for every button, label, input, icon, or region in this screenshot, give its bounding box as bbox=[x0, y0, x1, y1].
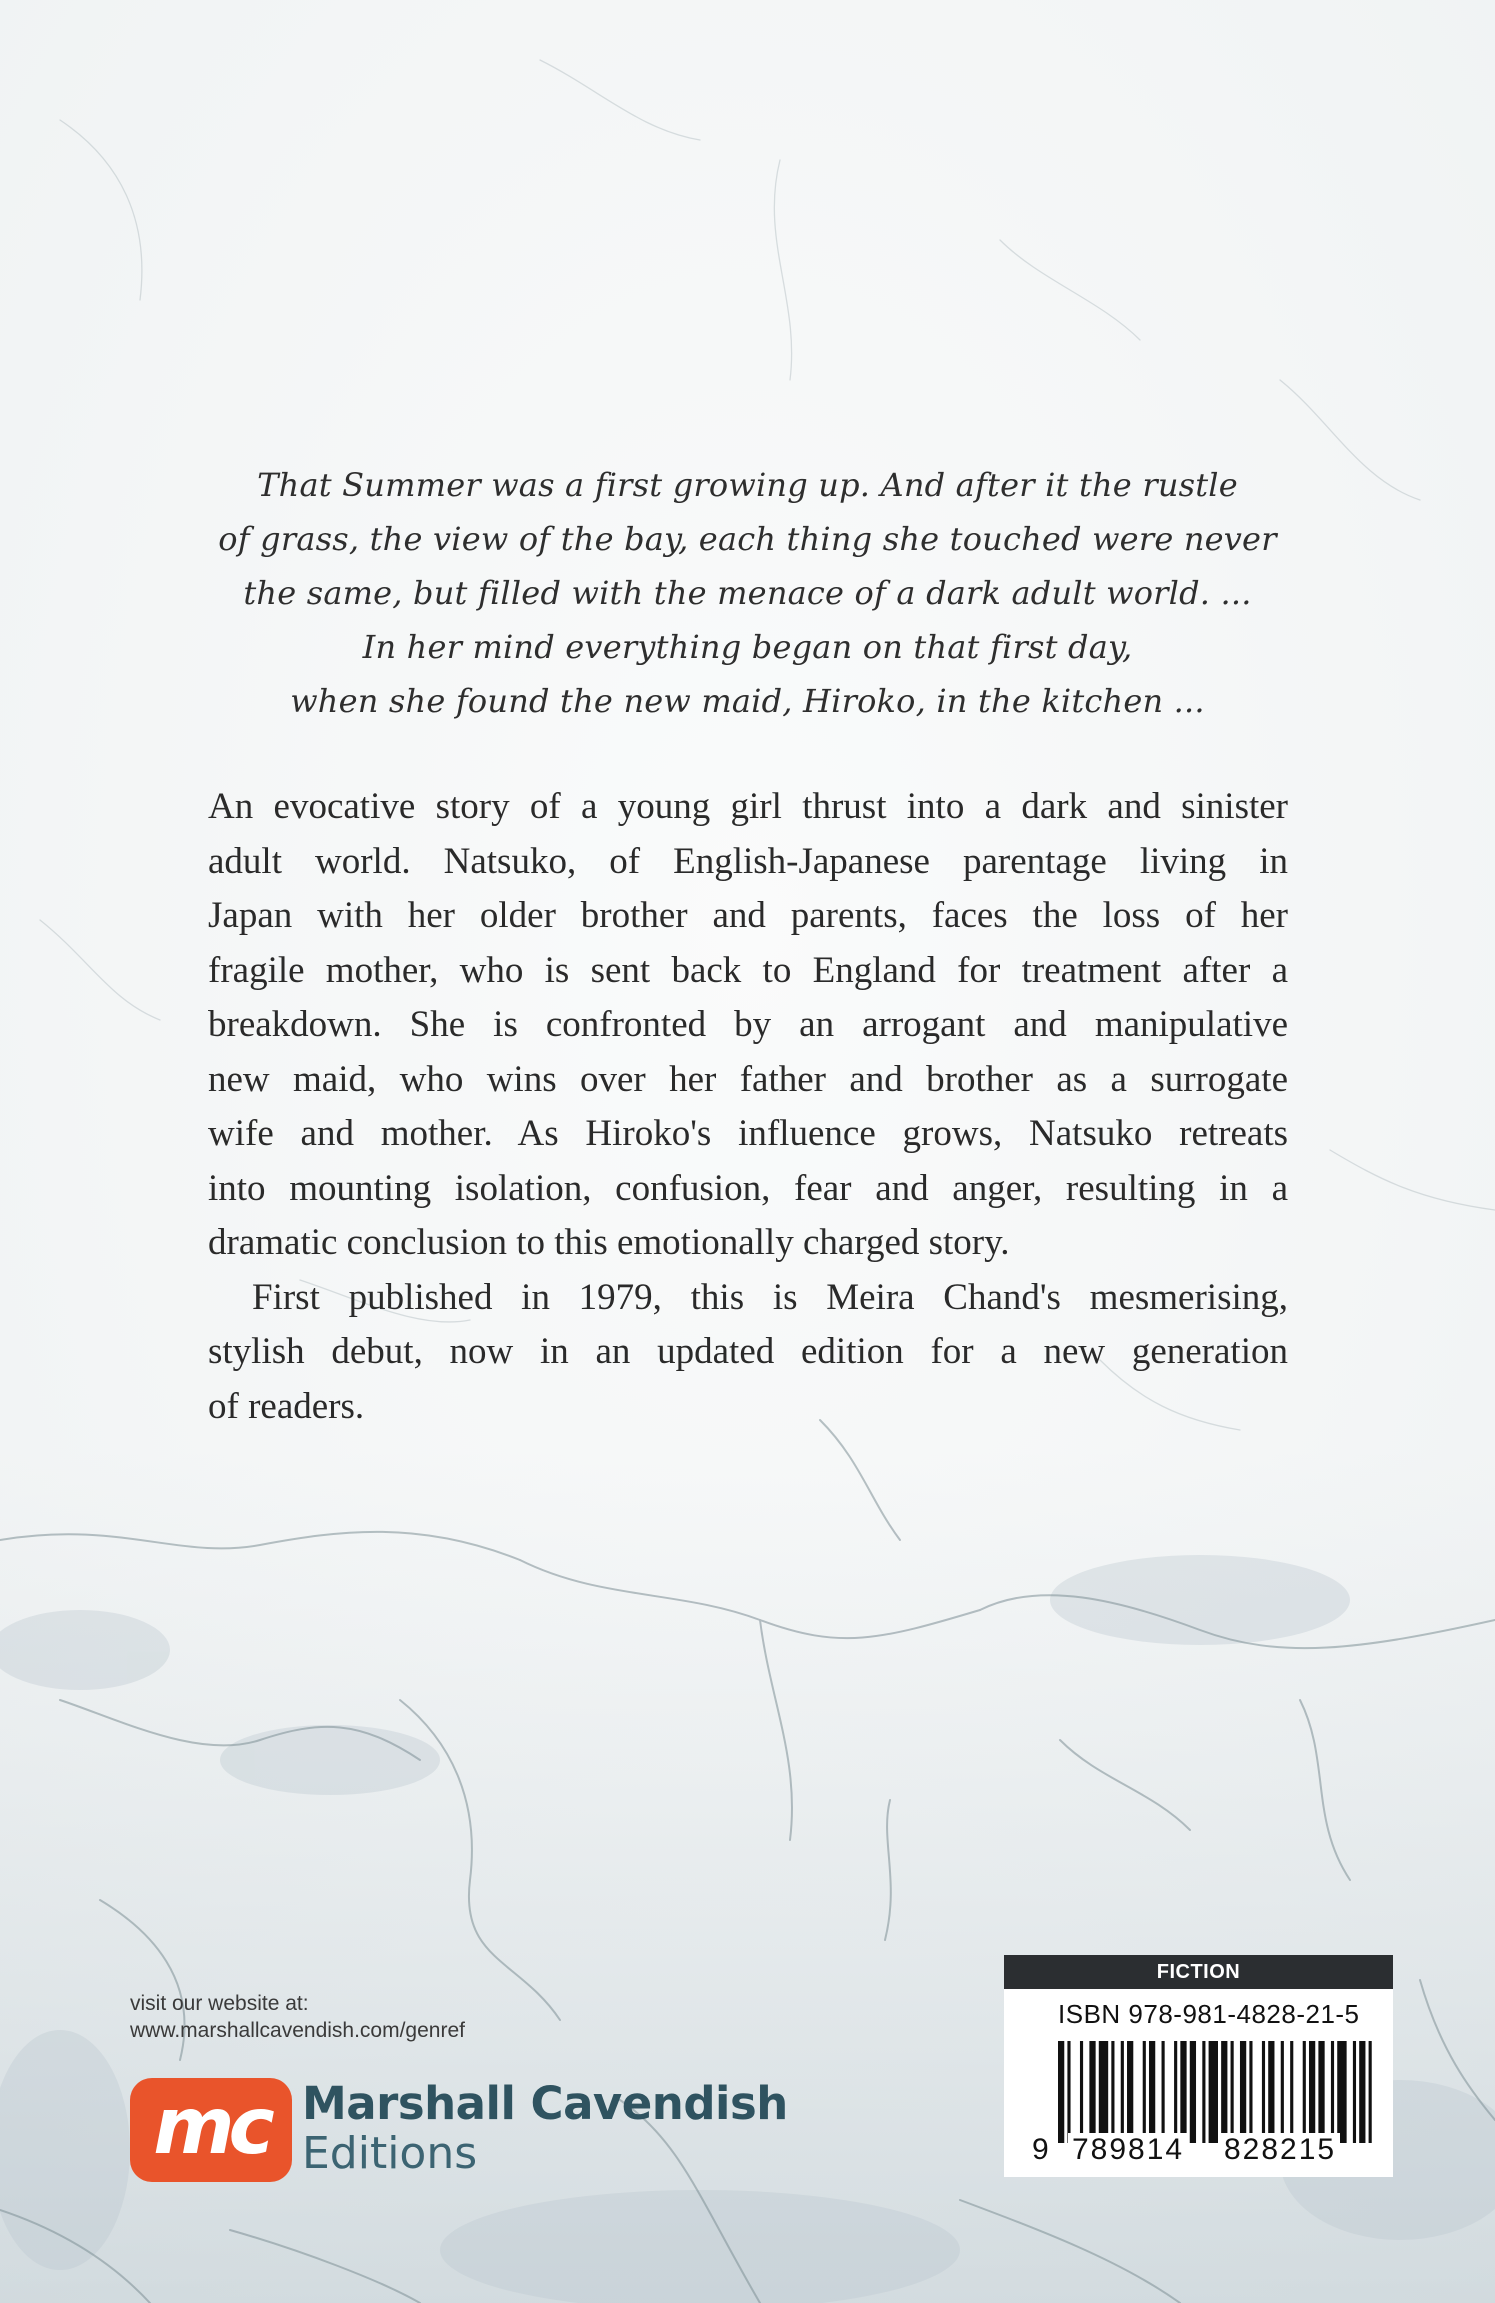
quote-line: the same, but filled with the menace of a dark adult world. ... bbox=[243, 574, 1252, 612]
blurb-line: stylish debut, now in an updated edition for a new generation bbox=[208, 1331, 1288, 1372]
barcode-digits-right: 828215 bbox=[1220, 2133, 1340, 2167]
barcode-bar bbox=[1149, 2041, 1155, 2143]
quote-line: when she found the new maid, Hiroko, in the kitchen ... bbox=[290, 682, 1205, 720]
barcode-bar bbox=[1331, 2041, 1334, 2143]
quote-line: of grass, the view of the bay, each thing she touched were never bbox=[218, 520, 1277, 558]
publisher-imprint: Editions bbox=[302, 2128, 478, 2179]
genre-label: FICTION bbox=[1004, 1955, 1393, 1989]
barcode-bar bbox=[1089, 2041, 1095, 2143]
blurb-line: new maid, who wins over her father and brother as a surrogate bbox=[208, 1058, 1288, 1100]
barcode-bar bbox=[1121, 2041, 1124, 2143]
barcode-bar bbox=[1180, 2041, 1186, 2143]
barcode-digits-left: 789814 bbox=[1068, 2133, 1188, 2167]
barcode-bar bbox=[1174, 2041, 1177, 2143]
blurb-line: breakdown. She is confronted by an arrogant and manipulative bbox=[208, 1004, 1288, 1045]
publisher-name: Marshall Cavendish bbox=[302, 2077, 788, 2130]
barcode-bar bbox=[1353, 2041, 1356, 2143]
barcode-bar bbox=[1143, 2041, 1146, 2143]
blurb-line: fragile mother, who is sent back to England for treatment after a bbox=[208, 949, 1288, 991]
barcode-bar bbox=[1067, 2041, 1070, 2143]
barcode-bar bbox=[1099, 2041, 1108, 2143]
barcode-bar bbox=[1127, 2041, 1133, 2143]
barcode-bar bbox=[1290, 2041, 1293, 2143]
blurb-line: Japan with her older brother and parents, faces the loss of her bbox=[208, 895, 1288, 936]
website-info bbox=[130, 1990, 465, 2044]
blurb-line: First published in 1979, this is Meira Chand's mesmerising, bbox=[252, 1276, 1288, 1318]
website-label: visit our website at: bbox=[130, 1992, 309, 2015]
isbn-text: ISBN 978-981-4828-21-5 bbox=[1058, 1999, 1360, 2029]
barcode-bar bbox=[1240, 2041, 1246, 2143]
barcode-bar bbox=[1249, 2041, 1252, 2143]
barcode-bar bbox=[1209, 2041, 1218, 2143]
barcode-bar bbox=[1369, 2041, 1372, 2143]
barcode-bar bbox=[1080, 2041, 1083, 2143]
quote-line: That Summer was a first growing up. And after it the rustle bbox=[257, 466, 1238, 504]
website-url[interactable]: www.marshallcavendish.com/genref bbox=[130, 2019, 465, 2042]
barcode-bar bbox=[1309, 2041, 1315, 2143]
barcode-digit-first: 9 bbox=[1032, 2133, 1049, 2166]
barcode-bar bbox=[1262, 2041, 1265, 2143]
barcode-bar bbox=[1303, 2041, 1306, 2143]
barcode-bar bbox=[1359, 2041, 1365, 2143]
barcode-bar bbox=[1268, 2041, 1274, 2143]
blurb-line: wife and mother. As Hiroko's influence grows, Natsuko retreats bbox=[208, 1113, 1288, 1154]
barcode-bar bbox=[1202, 2041, 1205, 2143]
epigraph-quote bbox=[0, 458, 1495, 728]
publisher-logo bbox=[130, 2078, 292, 2182]
barcode-bar bbox=[1190, 2041, 1196, 2143]
blurb-line: adult world. Natsuko, of English-Japanese parentage living in bbox=[208, 840, 1288, 882]
barcode-bar bbox=[1231, 2041, 1234, 2143]
barcode-bar bbox=[1337, 2041, 1346, 2143]
barcode-bar bbox=[1318, 2041, 1324, 2143]
blurb-line: of readers. bbox=[208, 1385, 365, 1427]
blurb-line: into mounting isolation, confusion, fear and anger, resulting in a bbox=[208, 1167, 1288, 1209]
barcode-bar bbox=[1162, 2041, 1165, 2143]
barcode-panel bbox=[1004, 1955, 1393, 2177]
book-blurb bbox=[208, 780, 1288, 1434]
quote-line: In her mind everything began on that first day, bbox=[362, 628, 1133, 666]
blurb-line: An evocative story of a young girl thrust into a dark and sinister bbox=[208, 786, 1288, 827]
publisher-name-block bbox=[302, 2078, 788, 2178]
blurb-line: dramatic conclusion to this emotionally charged story. bbox=[208, 1222, 1010, 1263]
barcode-bar bbox=[1058, 2041, 1064, 2143]
barcode-bar bbox=[1111, 2041, 1114, 2143]
barcode-bars bbox=[1058, 2041, 1378, 2143]
logo-text: mc bbox=[153, 2082, 269, 2172]
barcode-bar bbox=[1281, 2041, 1284, 2143]
barcode-bar bbox=[1221, 2041, 1227, 2143]
